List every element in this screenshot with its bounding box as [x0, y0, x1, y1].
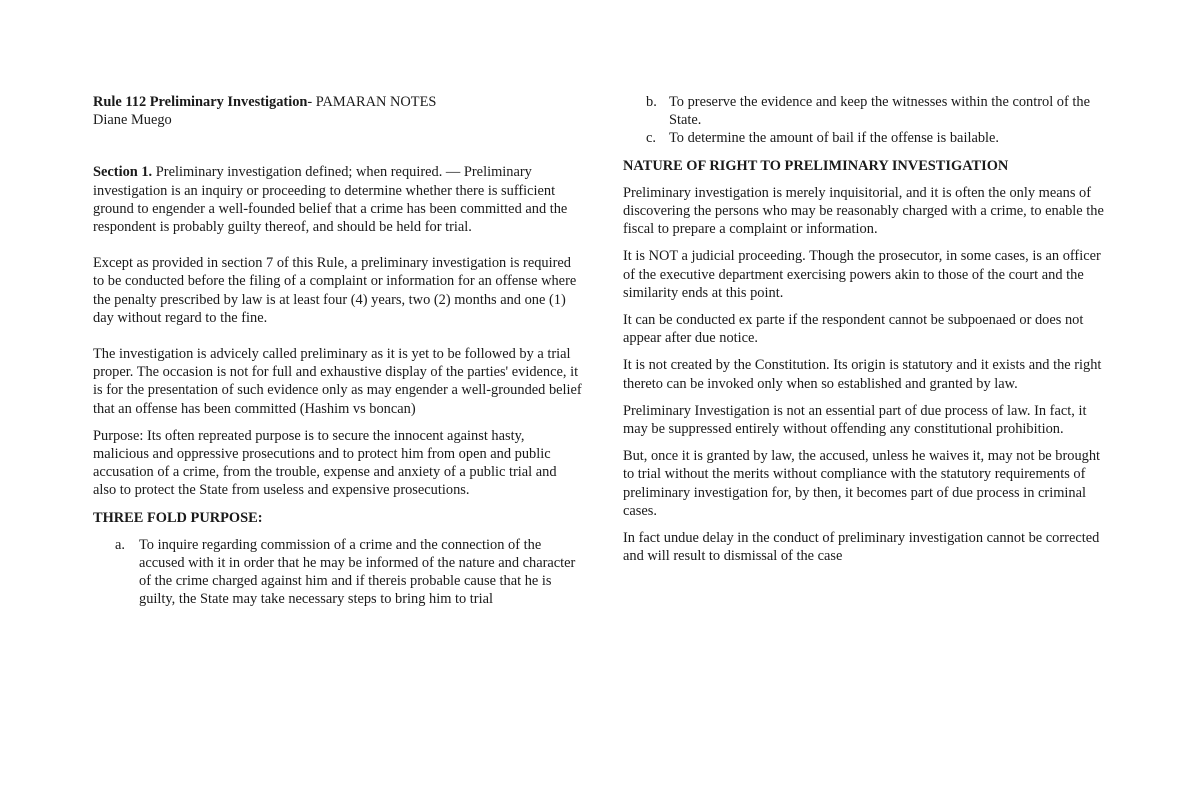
- spacer: [623, 520, 1113, 529]
- author-name: Diane Muego: [93, 112, 172, 129]
- paragraph-investigation: The investigation is advicely called preliminary as it is yet to be followed by a trial proper. The occasion is not for full and exhaustive display of the parties' evidence, it is for the presentation of such evidence only as may engender a well-grounded belief that an offense has been committed (Hashim vs boncan): [93, 346, 582, 417]
- spacer: [93, 236, 583, 254]
- purpose-list: [93, 536, 583, 609]
- right-column: [623, 93, 1113, 565]
- spacer: [93, 418, 583, 427]
- spacer: [623, 393, 1113, 402]
- spacer: [623, 175, 1113, 184]
- nature-paragraph: It is not created by the Constitution. Its origin is statutory and it exists and the right thereto can be invoked only when so established and granted by law.: [623, 357, 1102, 392]
- document-title: [93, 93, 583, 111]
- spacer: [93, 327, 583, 345]
- nature-paragraph: But, once it is granted by law, the accused, unless he waives it, may not be brought to trial without the merits without compliance with the statutory requirements of preliminary investigation for, by then, it becomes part of due process in criminal cases.: [623, 448, 1101, 519]
- left-column: [93, 93, 583, 609]
- list-item: [623, 93, 1113, 129]
- list-marker: a.: [115, 536, 125, 553]
- spacer: [93, 500, 583, 509]
- purpose-list-continued: [623, 93, 1113, 148]
- list-item-text: To determine the amount of bail if the offense is bailable.: [669, 130, 1000, 147]
- spacer: [623, 347, 1113, 356]
- threefold-heading: THREE FOLD PURPOSE:: [93, 509, 263, 526]
- list-marker: c.: [646, 130, 656, 147]
- section-1-text: Preliminary investigation defined; when required. — Preliminary investigation is an inquiry or proceeding to determine whether there is sufficient ground to engender a well-founded belief that a crime has been committed and the respondent is probably guilty thereof, and should be held for trial.: [93, 164, 568, 236]
- title-rest: - PAMARAN NOTES: [307, 94, 437, 110]
- paragraph-purpose: Purpose: Its often repreated purpose is to secure the innocent against hasty, malicious and oppressive prosecutions and to protect him from open and public accusation of a crime, from the trouble, expense and anxiety of a public trial and also to protect the State from useless and expensive prosecutions.: [93, 427, 557, 499]
- nature-paragraph: Preliminary Investigation is not an essential part of due process of law. In fact, it may be suppressed entirely without offending any constitutional prohibition.: [623, 402, 1087, 438]
- nature-paragraph: It can be conducted ex parte if the respondent cannot be subpoenaed or does not appear after due notice.: [623, 312, 1084, 347]
- spacer: [623, 148, 1113, 157]
- nature-paragraph: In fact undue delay in the conduct of preliminary investigation cannot be corrected and will result to dismissal of the case: [623, 530, 1100, 565]
- spacer: [623, 438, 1113, 447]
- list-item-text: To preserve the evidence and keep the witnesses within the control of the State.: [669, 94, 1090, 129]
- nature-paragraph: It is NOT a judicial proceeding. Though the prosecutor, in some cases, is an officer of the executive department exercising powers akin to those of the court and the similarity ends at this point.: [623, 248, 1101, 301]
- list-item: [623, 129, 1113, 147]
- list-item-text: To inquire regarding commission of a crime and the connection of the accused with it in order that he may be informed of the nature and character of the crime charged against him and if thereis probable cause that he is guilty, the State may take necessary steps to bring him to trial: [139, 536, 576, 608]
- nature-paragraph: Preliminary investigation is merely inquisitorial, and it is often the only means of discovering the persons who may be reasonably charged with a crime, to enable the fiscal to prepare a complaint or information.: [623, 184, 1104, 238]
- spacer: [93, 129, 583, 163]
- list-item: [93, 536, 583, 609]
- spacer: [623, 302, 1113, 311]
- paragraph-except: Except as provided in section 7 of this Rule, a preliminary investigation is required to be conducted before the filing of a complaint or information for an offense where the penalty prescribed by law is at least four (4) years, two (2) months and one (1) day without regard to the fine.: [93, 255, 577, 326]
- nature-heading: NATURE OF RIGHT TO PRELIMINARY INVESTIGATION: [623, 157, 1009, 174]
- section-1-paragraph: [93, 163, 583, 236]
- spacer: [93, 527, 583, 536]
- title-bold: Rule 112 Preliminary Investigation: [93, 94, 308, 110]
- section-1-label: Section 1.: [93, 164, 153, 181]
- spacer: [623, 238, 1113, 247]
- list-marker: b.: [646, 94, 657, 110]
